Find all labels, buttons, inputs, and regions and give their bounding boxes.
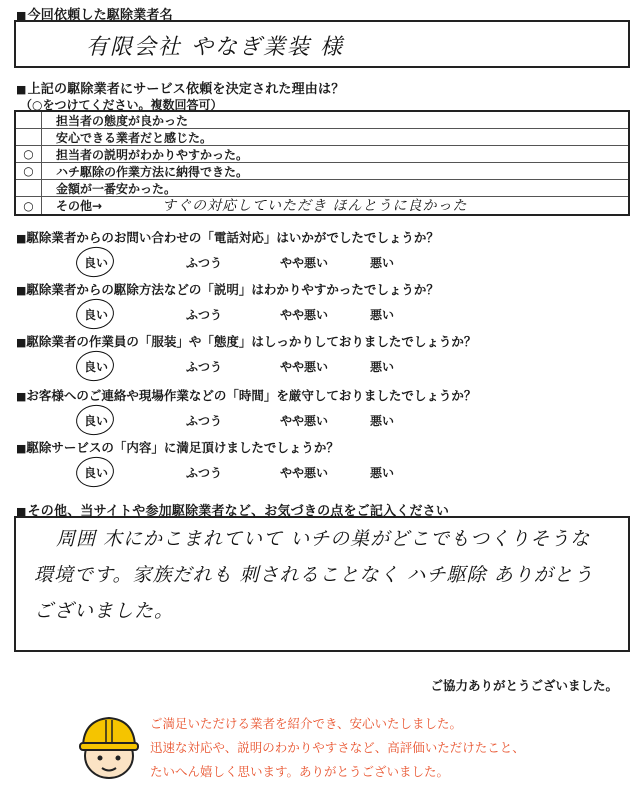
rating-choices [84,356,504,380]
question-title: ■ お客様へのご連絡や現場作業などの「時間」を厳守しておりましたでしょうか？ [16,386,476,404]
rating-choices [84,252,504,276]
choice-bad[interactable]: 悪い [370,360,395,374]
question-title: ■ 駆除業者からのお問い合わせの「電話対応」はいかがでしたでしょうか？ [16,228,439,246]
choice-somewhat-bad[interactable]: やや悪い [280,466,329,480]
reason-check-cell[interactable] [16,129,42,145]
choice-good[interactable]: 良い [84,308,109,322]
comment-line: 周囲 木にかこまれていて いチの巣がどこでもつくりそうな [56,528,591,550]
reason-section-note: （○をつけてください。複数回答可） [20,98,223,112]
rating-choices [84,304,504,328]
rating-choices [84,462,504,486]
reason-label: 担当者の説明がわかりやすかった。 [56,147,249,162]
question-title: ■ 駆除業者からの駆除方法などの「説明」はわかりやすかったでしょうか？ [16,280,439,298]
reason-check-cell[interactable]: ○ [16,197,42,214]
choice-normal[interactable]: ふつう [186,256,223,270]
choice-somewhat-bad[interactable]: やや悪い [280,308,329,322]
comment-line: 環境です。家族だれも 刺されることなく ハチ駆除 ありがとう [34,564,594,586]
choice-somewhat-bad[interactable]: やや悪い [280,360,329,374]
rating-choices [84,410,504,434]
comment-box[interactable] [14,516,630,652]
reason-label: 安心できる業者だと感じた。 [56,130,213,145]
choice-good[interactable]: 良い [84,466,109,480]
question-title: ■ 駆除サービスの「内容」に満足頂けましたでしょうか？ [16,438,339,456]
choice-good[interactable]: 良い [84,360,109,374]
reason-row [16,129,628,146]
choice-bad[interactable]: 悪い [370,414,395,428]
choice-bad[interactable]: 悪い [370,308,395,322]
reason-row [16,112,628,129]
reason-other-handwritten: すぐの対応していただき ほんとうに良かった [162,198,468,214]
choice-bad[interactable]: 悪い [370,466,395,480]
reason-label: その他→ [56,199,103,213]
thanks-message: ご協力ありがとうございました。 [430,678,618,693]
staff-comment-line: たいへん嬉しく思います。ありがとうございました。 [150,764,450,779]
choice-normal[interactable]: ふつう [186,414,223,428]
reason-table [14,110,630,216]
name-section-title: ■ 今回依頼した駆除業者名 [16,4,173,23]
staff-comment-line: 迅速な対応や、説明のわかりやすさなど、高評価いただけたこと、 [150,740,525,755]
choice-bad[interactable]: 悪い [370,256,395,270]
choice-normal[interactable]: ふつう [186,466,223,480]
choice-good[interactable]: 良い [84,256,109,270]
reason-check-cell[interactable] [16,180,42,196]
contractor-name-handwritten: 有限会社 やなぎ業装 様 [86,35,344,60]
reason-check-cell[interactable]: ○ [16,146,42,162]
choice-good[interactable]: 良い [84,414,109,428]
reason-check-cell[interactable] [16,112,42,128]
choice-somewhat-bad[interactable]: やや悪い [280,256,329,270]
reason-label: 担当者の態度が良かった [56,113,189,128]
contractor-name-box [14,20,630,68]
worker-mascot-icon [76,712,142,782]
staff-comment-line: ご満足いただける業者を紹介でき、安心いたしました。 [150,716,463,731]
choice-normal[interactable]: ふつう [186,360,223,374]
reason-row [16,146,628,163]
reason-label: ハチ駆除の作業方法に納得できた。 [56,164,249,179]
reason-check-cell[interactable]: ○ [16,163,42,179]
reason-section-title: ■ 上記の駆除業者にサービス依頼を決定された理由は？ [16,78,344,97]
question-title: ■ 駆除業者の作業員の「服装」や「態度」はしっかりしておりましたでしょうか？ [16,332,476,350]
comment-line: ございました。 [34,600,175,622]
reason-label: 金額が一番安かった。 [56,181,177,196]
choice-somewhat-bad[interactable]: やや悪い [280,414,329,428]
reason-row [16,197,628,214]
choice-normal[interactable]: ふつう [186,308,223,322]
comment-section-title: ■ その他、当サイトや参加駆除業者など、お気づきの点をご記入ください [16,500,449,519]
reason-row [16,163,628,180]
